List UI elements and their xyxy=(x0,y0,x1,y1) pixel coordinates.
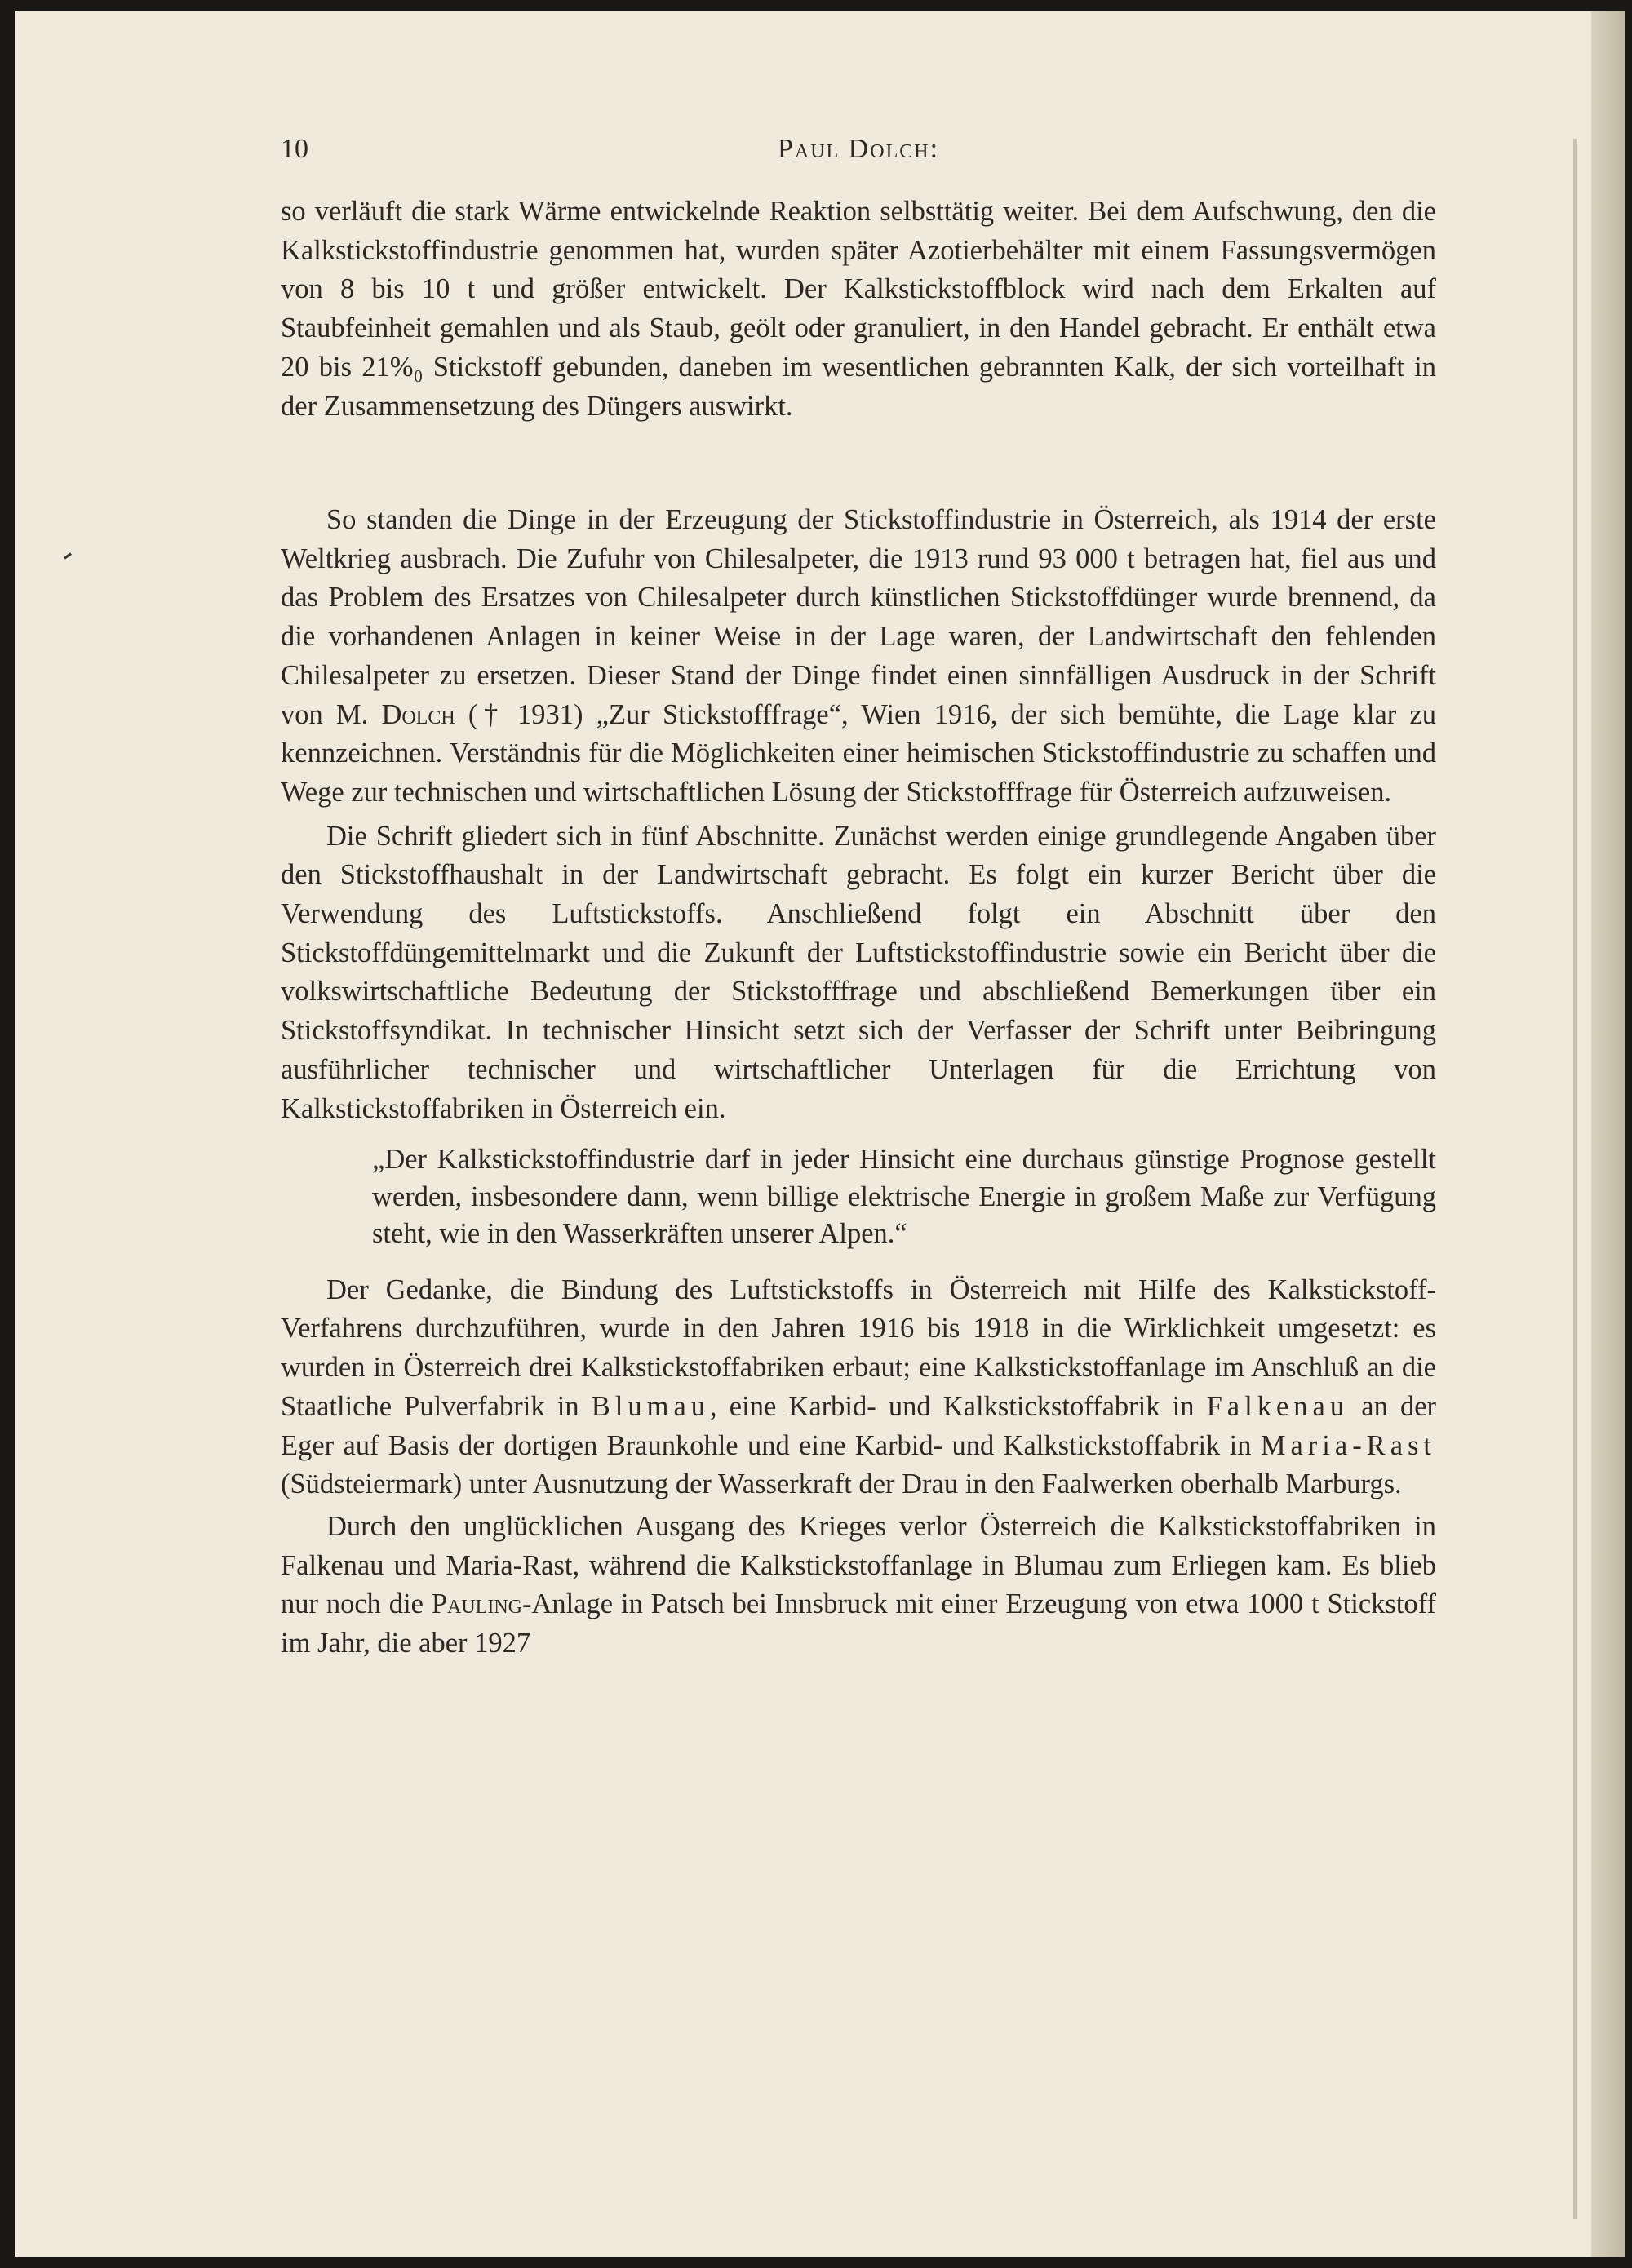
paragraph-3: Die Schrift gliedert sich in fünf Abschnitte. Zunächst werden einige grundlegende Angaben über den Stickstoffhaushalt in der Landwirtschaft gebracht. Es folgt ein kurzer Bericht über die Verwendung des Luftstickstoffs. Anschließend folgt ein Abschnitt über den Stickstoffdüngemittelmarkt und die Zukunft der Luftstickstoffindustrie sowie ein Bericht über die volkswirtschaftliche Bedeutung der Stickstofffrage und abschließend Bemerkungen über ein Stickstoffsyndikat. In technischer Hinsicht setzt sich der Verfasser der Schrift unter Beibringung ausführlicher technischer und wirtschaftlicher Unterlagen für die Errichtung von Kalkstickstoffabriken in Österreich ein. xyxy=(281,820,1436,1124)
margin-line xyxy=(1573,139,1577,2219)
block-quote: „Der Kalkstickstoffindustrie darf in jeder Hinsicht eine durchaus günstige Prognose gestellt werden, insbesondere dann, wenn billige elektrische Energie in großem Maße zur Verfügung steht, wie in den Wasserkräften unserer Alpen.“ xyxy=(372,1144,1436,1250)
body-text xyxy=(281,193,1436,1663)
paragraph-5 xyxy=(281,1508,1436,1663)
pauling-name: Pauling xyxy=(431,1588,522,1620)
paragraph-5-text-b: -Anlage in Patsch bei Innsbruck mit einer Erzeugung von etwa 1000 t Stickstoff im Jahr, die aber 1927 xyxy=(281,1588,1437,1659)
place-blumau: Blumau xyxy=(591,1390,711,1422)
page-header xyxy=(281,134,1436,170)
paragraph-4 xyxy=(281,1271,1436,1504)
page-edge xyxy=(1591,11,1625,2257)
paragraph-2-text-a: So standen die Dinge in der Erzeugung der Stickstoffindustrie in Österreich, als 1914 der erste Weltkrieg ausbrach. Die Zufuhr von Chilesalpeter, die 1913 rund 93 000 t betragen hat, fiel aus und das Problem des Ersatzes von Chilesalpeter durch künstlichen Stickstoffdünger wurde brennend, da die vorhandenen Anlagen in keiner Weise in der Lage waren, der Landwirtschaft den fehlenden Chilesalpeter zu ersetzen. Dieser Stand der Dinge findet einen sinnfälligen Ausdruck in der Schrift von M. xyxy=(281,504,1436,730)
place-maria-rast: Maria-Rast xyxy=(1260,1429,1437,1461)
paragraph-4-text-b: , eine Karbid- und Kalkstickstoffabrik in xyxy=(710,1390,1195,1422)
author-name: Dolch xyxy=(381,698,455,730)
running-head: Paul Dolch: xyxy=(777,134,940,164)
paragraph-4-text-a: Der Gedanke, die Bindung des Luftstickstoffs in Österreich mit Hilfe des Kalkstickstoff-Verfahrens durchzuführen, wurde in den Jahren 1916 bis 1918 in die Wirklichkeit umgesetzt: es wurden in Österreich drei Kalkstickstoffabriken erbaut; eine Kalkstickstoffanlage im Anschluß an die Staatliche Pulverfabrik in xyxy=(281,1274,1436,1422)
paragraph-4-text-d: (Südsteiermark) unter Ausnutzung der Wasserkraft der Drau in den Faalwerken oberhalb Marburgs. xyxy=(281,1468,1402,1500)
paragraph-4-text-c: an der Eger auf Basis der dortigen Braunkohle und eine Karbid- und Kalkstickstoffabrik in xyxy=(281,1390,1437,1461)
section-gap xyxy=(281,465,1436,501)
paragraph-5-text-a: Durch den unglücklichen Ausgang des Krieges verlor Österreich die Kalkstickstoffabriken in Falkenau und Maria-Rast, während die Kalkstickstoffanlage in Blumau zum Erliegen kam. Es blieb nur noch die xyxy=(281,1510,1436,1620)
paragraph-2 xyxy=(281,501,1436,813)
paragraph-2-text-b: († 1931) „Zur Stickstofffrage“, Wien 1916, der sich bemühte, die Lage klar zu kennzeichnen. Verständnis für die Möglichkeiten einer heimischen Stickstoffindustrie zu schaffen und Wege zur technischen und wirtschaftlichen Lösung der Stickstofffrage für Österreich aufzuweisen. xyxy=(281,698,1437,808)
page-number: 10 xyxy=(281,134,308,164)
place-falkenau: Falkenau xyxy=(1206,1390,1350,1422)
paragraph-1: so verläuft die stark Wärme entwickelnde Reaktion selbsttätig weiter. Bei dem Aufschwung, den die Kalkstickstoffindustrie genommen hat, wurden später Azotierbehälter mit einem Fassungsvermögen von 8 bis 10 t und größer entwickelt. Der Kalkstickstoffblock wird nach dem Erkalten auf Staubfeinheit gemahlen und als Staub, geölt oder granuliert, in den Handel gebracht. Er enthält etwa 20 bis 21%₀ Stickstoff gebunden, daneben im wesentlichen gebrannten Kalk, der sich vorteilhaft in der Zusammensetzung des Düngers auswirkt. xyxy=(281,196,1436,422)
